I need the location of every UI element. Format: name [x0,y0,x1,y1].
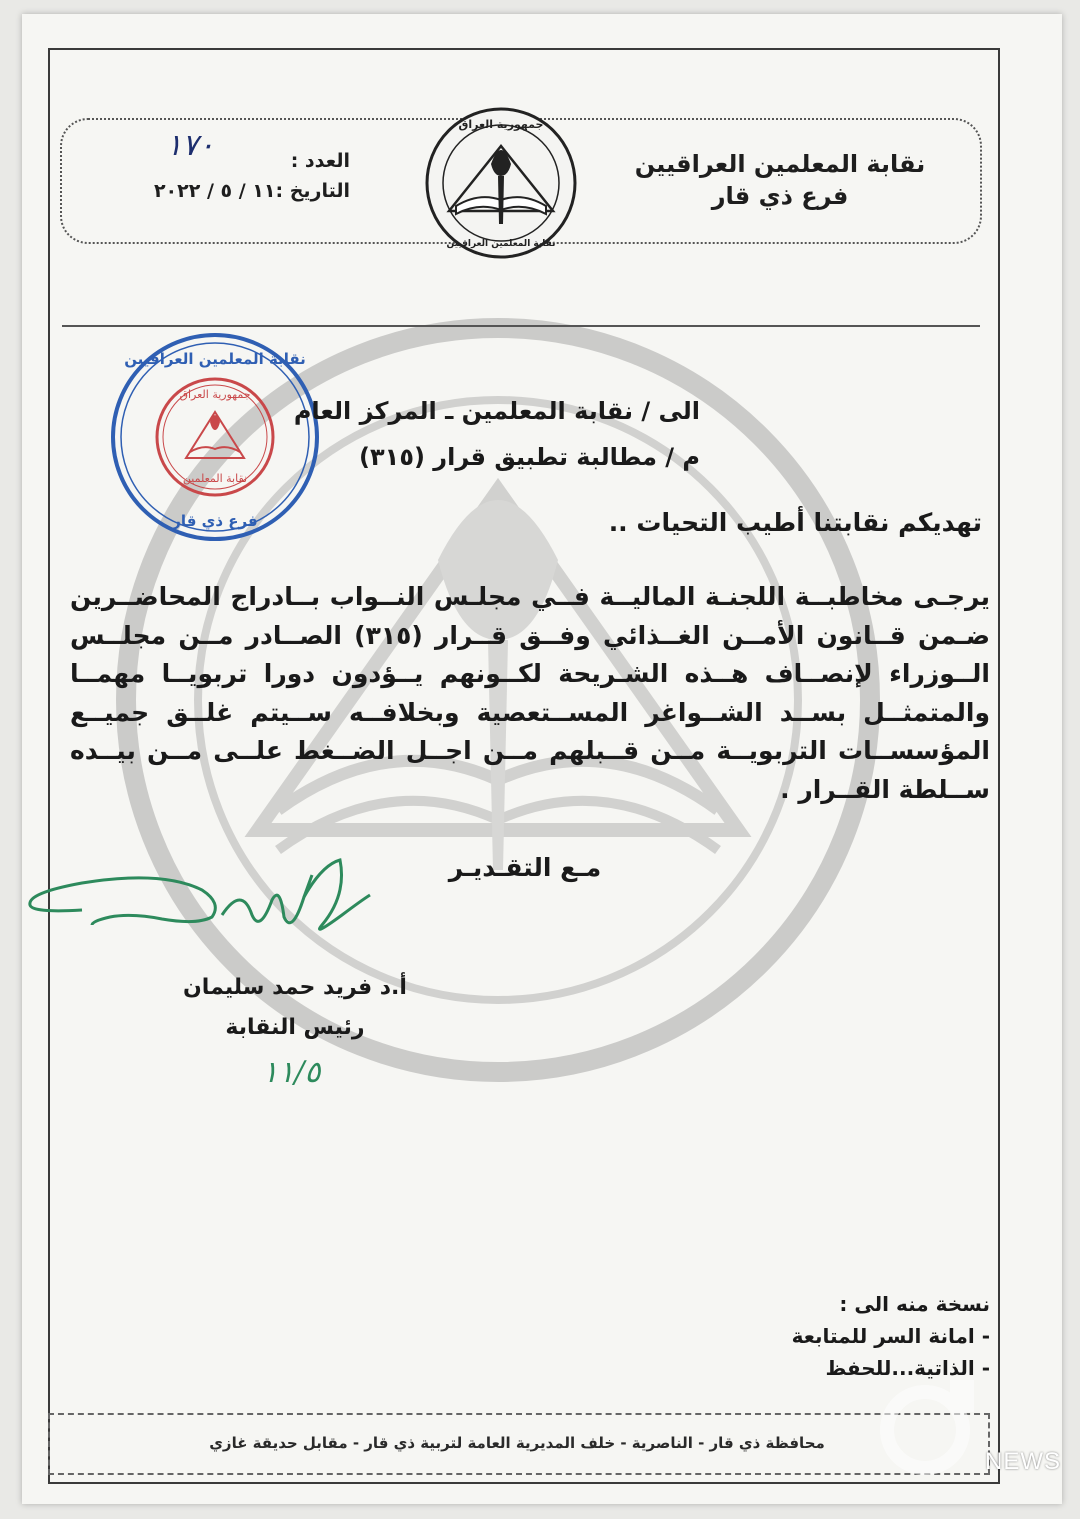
signatory-name: أ.د فريد حمد سليمان [183,975,407,1000]
letter-body: يرجـى مخاطبــة اللجنـة الماليــة فــي مجلـس النــواب بــادراج المحاضــرين ضـمن قــانون الأمــن الغــذائي وفــق قــرار (٣١٥) الصــادر مــن مجلــس الــوزراء لإنصــاف هــذه الشـريحة لكــونهم يــؤدون دورا تربويــا مهمــا والمتمثــل بســد الشــواغر المســتعصية وبخلافــه ســيتم غلــق جميــع المؤسســات التربويــة مــن قــبلهم مــن اجــل الضــغط علــى مــن بيــده ســلطة القــرار . [70,582,990,804]
date-line: التاريخ :١١ / ٥ / ٢٠٢٢ [153,180,350,202]
greeting: تهديكم نقابتنا أطيب التحيات .. [608,508,982,537]
branch-name: فرع ذي قار [711,182,849,210]
signatory-block [170,968,420,1048]
stamp-outer-top-text: نقابة المعلمين العراقيين [124,350,306,368]
number-label: العدد : [290,150,350,172]
copy-item: - الذاتية...للحفظ [825,1356,990,1380]
letter-reference [110,146,350,206]
stamp-inner-top-text: جمهورية العراق [179,388,251,401]
copy-item: - امانة السر للمتابعة [791,1324,990,1348]
logo-top-text: جمهورية العراق [458,118,544,131]
signatory-title: رئيس النقابة [225,1015,365,1040]
organization-name: نقابة المعلمين العراقيين [634,150,926,178]
recipient-block [140,388,700,480]
news-watermark-text: NEWS [985,1448,1061,1475]
handwritten-number: ١٧٠ [166,128,215,163]
recipient-line: الى / نقابة المعلمين ـ المركز العام [293,397,700,425]
header-divider [62,325,980,327]
stamp-outer-bottom-text: فرع ذي قار [172,512,258,530]
footer-address: محافظة ذي قار - الناصرية - خلف المديرية العامة لتربية ذي قار - مقابل حديقة غازي [209,1434,825,1452]
syndicate-logo [424,106,578,260]
closing-phrase: مـع التقـديـر [448,853,602,882]
handwritten-signature [22,855,402,975]
stamp-inner-bottom-text: نقابة المعلمين [182,472,248,485]
copies-heading: نسخة منه الى : [839,1292,990,1316]
subject-line: م / مطالبة تطبيق قرار (٣١٥) [359,443,700,471]
handwritten-date: ١١/٥ [262,1055,321,1090]
letterhead-organization [630,148,930,212]
logo-bottom-text: نقابة المعلمين العراقيين [446,239,556,249]
